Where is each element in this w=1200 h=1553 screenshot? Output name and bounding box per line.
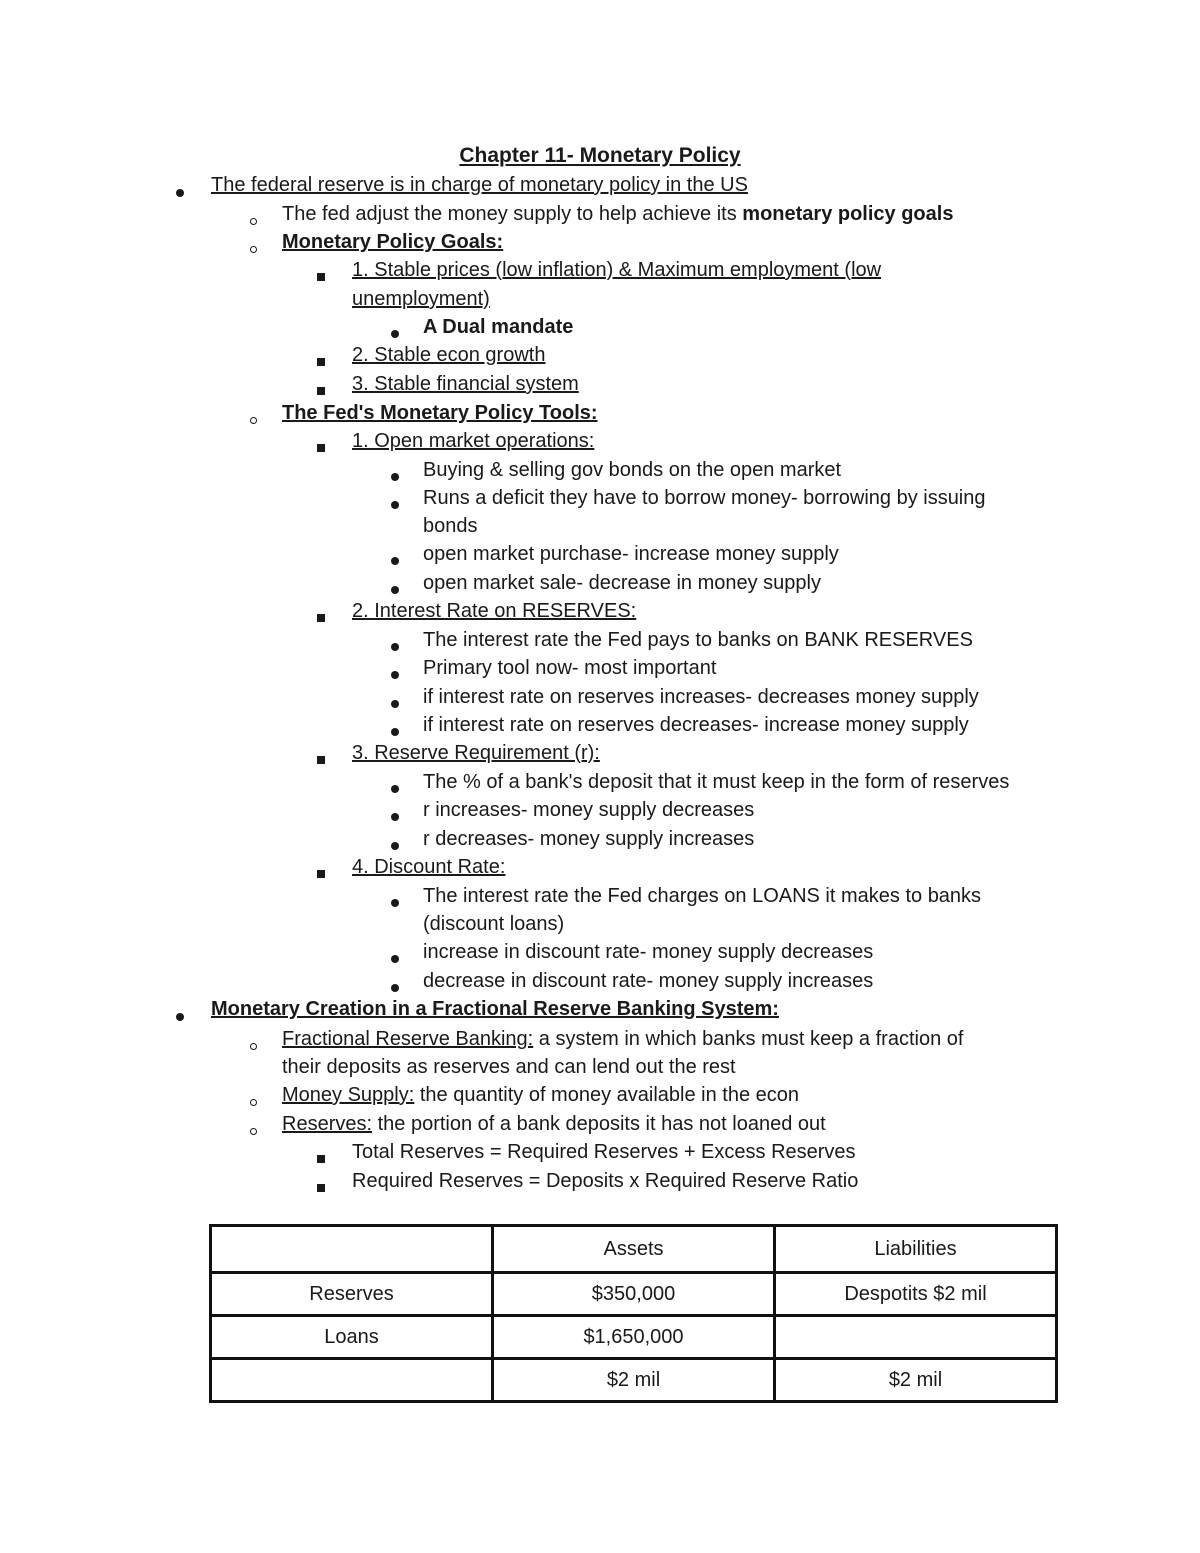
text-line — [352, 427, 594, 455]
l31-text: Total Reserves = Required Reserves + Excess Reserves — [352, 1141, 856, 1163]
text-line — [423, 484, 986, 512]
l16-text: Primary tool now- most important — [423, 657, 717, 679]
bullet-ring — [250, 1115, 257, 1143]
l13-text: open market sale- decrease in money supply — [423, 572, 821, 594]
text-line — [423, 512, 478, 540]
bullet-square — [317, 346, 325, 374]
l8-text: The Fed's Monetary Policy Tools: — [282, 402, 598, 424]
l7-text: 3. Stable financial system — [352, 373, 579, 395]
l28a-text: Fractional Reserve Banking: — [282, 1028, 534, 1050]
l24b-text: (discount loans) — [423, 913, 565, 935]
text-line — [352, 370, 579, 398]
bullet-filled — [391, 659, 399, 687]
text-line — [423, 910, 564, 938]
bullet-square — [317, 261, 325, 289]
text-line — [352, 256, 881, 284]
table-cell: Loans — [211, 1316, 493, 1359]
table-row — [211, 1316, 1057, 1359]
text-line — [282, 1053, 736, 1081]
bullet-filled — [391, 887, 399, 915]
bullet-square — [317, 744, 325, 772]
l11b-text: bonds — [423, 515, 478, 537]
bullet-filled — [391, 631, 399, 659]
bullet-square — [317, 602, 325, 630]
l6-text: 2. Stable econ growth — [352, 344, 546, 366]
text-line — [423, 683, 979, 711]
table-cell: Reserves — [211, 1273, 493, 1316]
l15-text: The interest rate the Fed pays to banks on BANK RESERVES — [423, 629, 973, 651]
l5-text: A Dual mandate — [423, 316, 574, 338]
text-line — [211, 995, 779, 1023]
l11a-text: Runs a deficit they have to borrow money- borrowing by issuing — [423, 487, 986, 509]
text-line — [282, 1025, 963, 1053]
table-cell: Assets — [493, 1226, 775, 1273]
bullet-ring — [250, 233, 257, 261]
bullet-ring — [250, 205, 257, 233]
text-line — [352, 853, 505, 881]
l23-text: 4. Discount Rate: — [352, 856, 506, 878]
l18-text: if interest rate on reserves decreases- increase money supply — [423, 714, 969, 736]
table-row — [211, 1273, 1057, 1316]
text-line — [282, 200, 953, 228]
l26-text: decrease in discount rate- money supply increases — [423, 970, 874, 992]
table-cell: $350,000 — [493, 1273, 775, 1316]
l17-text: if interest rate on reserves increases- decreases money supply — [423, 686, 979, 708]
bullet-filled — [391, 773, 399, 801]
text-line — [423, 313, 573, 341]
text-line — [211, 171, 748, 199]
l12-text: open market purchase- increase money supply — [423, 543, 839, 565]
bullet-filled — [391, 461, 399, 489]
l14-text: 2. Interest Rate on RESERVES: — [352, 600, 637, 622]
table-cell: $2 mil — [493, 1359, 775, 1402]
l4a-text: 1. Stable prices (low inflation) & Maximum employment (low — [352, 259, 882, 281]
text-line — [282, 399, 598, 427]
text-line — [423, 626, 973, 654]
l10-text: Buying & selling gov bonds on the open market — [423, 459, 842, 481]
text-line — [423, 882, 981, 910]
page-title: Chapter 11- Monetary Policy — [459, 144, 741, 167]
table-row — [211, 1359, 1057, 1402]
table-cell: Despotits $2 mil — [775, 1273, 1057, 1316]
text-line — [352, 1138, 856, 1166]
table-cell: $2 mil — [775, 1359, 1057, 1402]
table-cell — [775, 1316, 1057, 1359]
l30a-text: Reserves: — [282, 1113, 373, 1135]
bullet-ring — [250, 1086, 257, 1114]
balance-sheet-table — [209, 1224, 1058, 1403]
text-line — [423, 654, 716, 682]
l21-text: r increases- money supply decreases — [423, 799, 755, 821]
text-line — [352, 739, 600, 767]
table-header-row — [211, 1226, 1057, 1273]
bullet-ring — [250, 1030, 257, 1058]
l28b-text: a system in which banks must keep a fraction of — [533, 1028, 964, 1050]
l1-text: The federal reserve is in charge of monetary policy in the US — [211, 174, 748, 196]
text-line — [423, 540, 839, 568]
bullet-filled — [176, 1001, 184, 1029]
text-line — [423, 456, 841, 484]
bullet-ring — [250, 404, 257, 432]
bullet-filled — [391, 545, 399, 573]
l19-text: 3. Reserve Requirement (r): — [352, 742, 600, 764]
l29a-text: Money Supply: — [282, 1084, 415, 1106]
text-line — [282, 1081, 799, 1109]
text-line — [282, 228, 503, 256]
l30b-text: the portion of a bank deposits it has not loaned out — [372, 1113, 826, 1135]
bullet-filled — [391, 943, 399, 971]
table-cell: Liabilities — [775, 1226, 1057, 1273]
text-line — [423, 825, 754, 853]
bullet-filled — [391, 489, 399, 517]
bullet-filled — [391, 688, 399, 716]
l2a-text: The fed adjust the money supply to help achieve its — [282, 203, 743, 225]
l25-text: increase in discount rate- money supply decreases — [423, 941, 874, 963]
l9-text: 1. Open market operations: — [352, 430, 595, 452]
l28c-text: their deposits as reserves and can lend out the rest — [282, 1056, 736, 1078]
text-line — [423, 711, 969, 739]
bullet-square — [317, 1143, 325, 1171]
text-line — [423, 796, 754, 824]
text-line — [352, 285, 490, 313]
text-line — [423, 938, 873, 966]
text-line — [352, 341, 545, 369]
bullet-filled — [391, 801, 399, 829]
text-line — [352, 1167, 858, 1195]
l24a-text: The interest rate the Fed charges on LOANS it makes to banks — [423, 885, 982, 907]
text-line — [423, 967, 873, 995]
bullet-filled — [176, 177, 184, 205]
bullet-square — [317, 858, 325, 886]
text-line — [352, 597, 636, 625]
l22-text: r decreases- money supply increases — [423, 828, 755, 850]
table-cell — [211, 1359, 493, 1402]
l29b-text: the quantity of money available in the econ — [414, 1084, 799, 1106]
text-line — [282, 1110, 826, 1138]
bullet-square — [317, 1172, 325, 1200]
table-cell — [211, 1226, 493, 1273]
l32-text: Required Reserves = Deposits x Required Reserve Ratio — [352, 1170, 859, 1192]
l27-text: Monetary Creation in a Fractional Reserve Banking System: — [211, 998, 779, 1020]
table-cell: $1,650,000 — [493, 1316, 775, 1359]
l2b-text: monetary policy goals — [742, 203, 954, 225]
text-line — [423, 768, 1009, 796]
l20-text: The % of a bank's deposit that it must keep in the form of reserves — [423, 771, 1010, 793]
bullet-square — [317, 432, 325, 460]
l3-text: Monetary Policy Goals: — [282, 231, 504, 253]
l4b-text: unemployment) — [352, 288, 490, 310]
text-line — [423, 569, 821, 597]
